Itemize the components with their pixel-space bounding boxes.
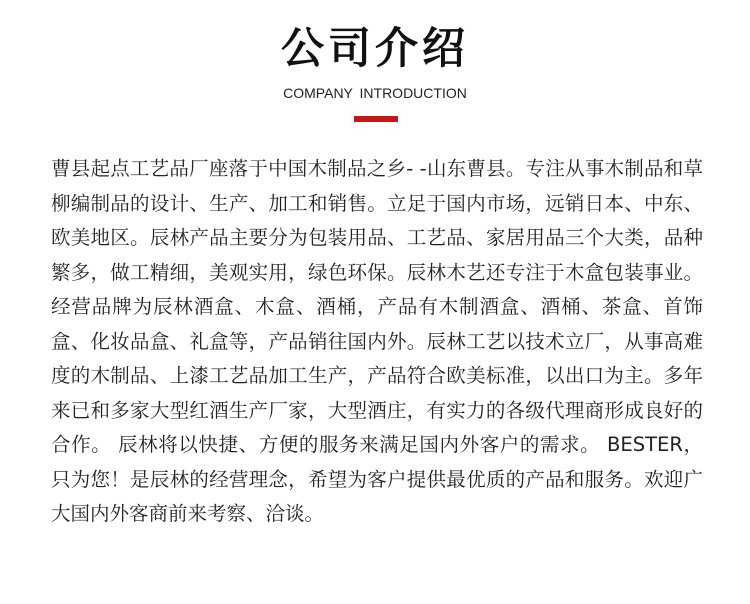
- page-title: 公司介绍: [281, 24, 469, 74]
- page-subtitle: COMPANY INTRODUCTION: [283, 85, 467, 101]
- company-description: 曹县起点工艺品厂座落于中国木制品之乡- -山东曹县。专注从事木制品和草柳编制品的设计、生产、加工和销售。立足于国内市场，远销日本、中东、欧美地区。辰林产品主要分为包装用品、工艺品、家居用品三个大类，品种繁多，做工精细，美观实用，绿色环保。辰林木艺还专注于木盒包装事业。经营品牌为辰林酒盒、木盒、酒桶，产品有木制酒盒、酒桶、茶盒、首饰盒、化妆品盒、礼盒等，产品销往国内外。辰林工艺以技术立厂，从事高难度的木制品、上漆工艺品加工生产，产品符合欧美标准，以出口为主。多年来已和多家大型红酒生产厂家，大型酒庄，有实力的各级代理商形成良好的合作。 辰林将以快捷、方便的服务来满足国内外客户的需求。 BESTER，只为您！是辰林的经营理念，希望为客户提供最优质的产品和服务。欢迎广大国内外客商前来考察、洽谈。: [51, 157, 703, 525]
- title-accent-bar: [354, 116, 398, 122]
